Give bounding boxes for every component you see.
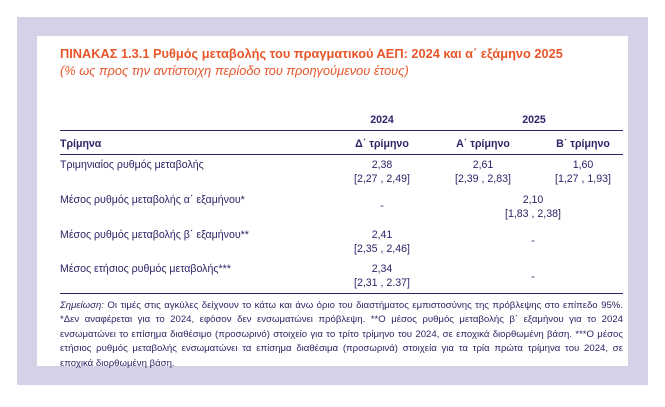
table-bottom-rule [60,293,623,294]
cell-interval: [1,83 , 2,38] [505,208,561,220]
cell-interval: [2,31 , 2.37] [354,277,410,289]
table-title: ΠΙΝΑΚΑΣ 1.3.1 Ρυθμός μεταβολής του πραγματικού ΑΕΠ: 2024 και α΄ εξάμηνο 2025 [60,46,563,61]
row-label-quarterly: Τριμηνιαίος ρυθμός μεταβολής [60,159,204,171]
header-top-rule [60,130,623,131]
cell-interval: [2,35 , 2,46] [354,243,410,255]
row-label-h2-average: Μέσος ρυθμός μεταβολής β΄ εξαμήνου** [60,229,249,241]
header-bottom-rule [60,154,623,155]
cell-value: 2,41 [371,229,393,241]
year-2024-header: 2024 [370,114,394,126]
panel-frame [17,17,648,385]
row-header-quarters: Τρίμηνα [60,138,102,150]
col-header-q2: Β΄ τρίμηνο [556,138,610,150]
table-card [37,36,628,369]
col-header-q4: Δ΄ τρίμηνο [355,138,409,150]
cell-value: 1,60 [572,159,594,171]
cell-value: 2,38 [371,159,393,171]
cell-interval: [2,39 , 2,83] [455,173,511,185]
cell-interval: [1,27 , 1,93] [555,173,611,185]
cell-value: - [531,235,535,247]
cell-value: 2,10 [522,194,544,206]
col-header-q1: Α΄ τρίμηνο [456,138,510,150]
year-2025-header: 2025 [522,114,546,126]
cell-value: - [380,200,384,212]
footnote-text: Οι τιμές στις αγκύλες δείχνουν το κάτω και άνω όριο του διαστήματος εμπιστοσύνης της πρόβλεψης στο επίπεδο 95%. *Δεν αναφέρεται για το 2024, εφόσον δεν ενσωματώνει πρόβλεψη. **Ο μέσος ρυθμός μεταβολής β΄ εξαμήνου για το 2024 ενσωματώνει το επίσημα διαθέσιμο (προσωρινό) στοιχείο για το τρίτο τρίμηνο του 2024, σε εποχικά διορθωμένη βάση. ***Ο μέσος ετήσιος ρυθμός μεταβολής ενσωματώνει τα επίσημα διαθέσιμα (προσωρινά) στοιχεία για τα τρία πρώτα τρίμηνα του 2024, σε εποχικά διορθωμένη βάση. [60,300,623,369]
cell-value: 2,34 [371,263,393,275]
cell-value: - [531,271,535,283]
cell-interval: [2,27 , 2,49] [354,173,410,185]
footnote-lead: Σημείωση: [60,300,104,311]
table-subtitle: (% ως προς την αντίστοιχη περίοδο του προηγούμενου έτους) [60,63,409,78]
table-footnote [60,299,623,371]
row-label-annual-average: Μέσος ετήσιος ρυθμός μεταβολής*** [60,263,231,275]
cell-value: 2,61 [472,159,494,171]
row-label-h1-average: Μέσος ρυθμός μεταβολής α΄ εξαμήνου* [60,194,245,206]
